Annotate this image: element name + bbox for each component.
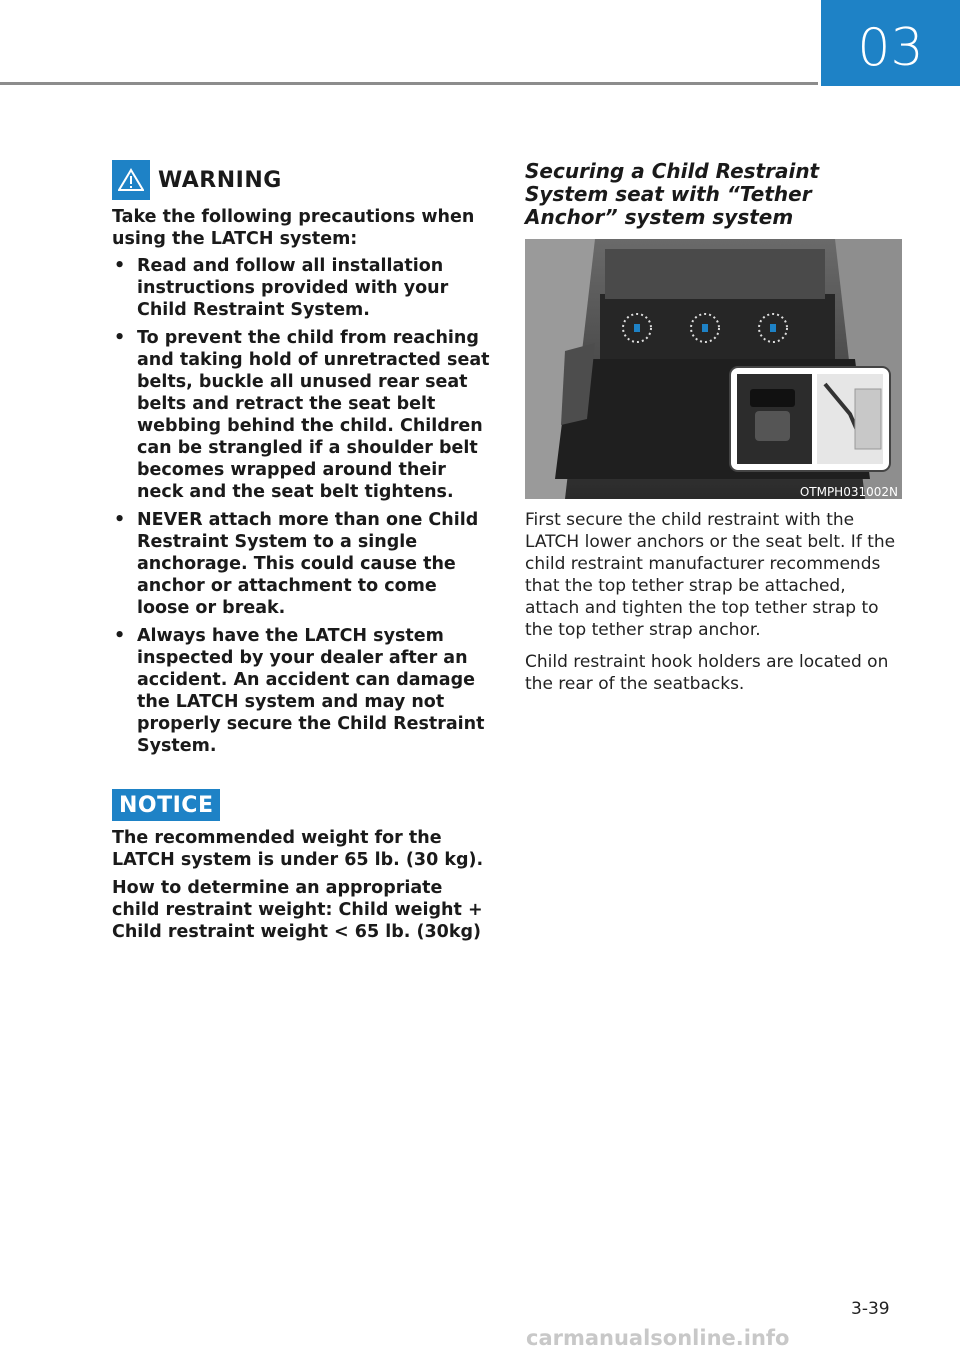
cargo-area-illustration: [525, 239, 902, 499]
warning-item: • Always have the LATCH system inspected by your dealer after an accident. An accident can damage the LATCH system and may not properly secure the Child Restraint System.: [112, 625, 490, 757]
chapter-tab: 03: [821, 0, 960, 86]
right-column: [525, 160, 902, 695]
warning-item: • NEVER attach more than one Child Restraint System to a single anchorage. This could cause the anchor or attachment to come loose or break.: [112, 509, 490, 619]
warning-item: • Read and follow all installation instructions provided with your Child Restraint System.: [112, 255, 490, 321]
page-number: 3-39: [851, 1299, 890, 1319]
body-paragraph-2: Child restraint hook holders are located on the rear of the seatbacks.: [525, 652, 889, 694]
warning-list: [112, 255, 490, 757]
watermark: carmanualsonline.info: [526, 1326, 790, 1350]
section-title: Securing a Child Restraint System seat with “Tether Anchor” system system: [525, 159, 820, 229]
figure-caption: OTMPH031002N: [799, 485, 898, 499]
warning-title: WARNING: [158, 167, 282, 193]
warning-intro: Take the following precautions when using the LATCH system:: [112, 207, 475, 249]
warning-item: • To prevent the child from reaching and taking hold of unretracted seat belts, buckle all unused rear seat belts and retract the seat belt webbing behind the child. Children can be strangled if a shoulder belt becomes wrapped around their neck and the seat belt tightens.: [112, 327, 490, 503]
body-paragraph-1: First secure the child restraint with the LATCH lower anchors or the seat belt. If the child restraint manufacturer recommends that the top tether strap be attached, attach and tighten the top tether strap to the top tether strap anchor.: [525, 510, 896, 640]
notice-label: NOTICE: [112, 789, 220, 821]
cargo-area-figure: [525, 239, 902, 499]
notice-paragraph-1: The recommended weight for the LATCH system is under 65 lb. (30 kg).: [112, 828, 484, 870]
left-column: [112, 160, 490, 949]
notice-paragraph-2: How to determine an appropriate child restraint weight: Child weight + Child restraint weight < 65 lb. (30kg): [112, 878, 483, 942]
warning-triangle-icon: [112, 160, 150, 200]
header-rule: [0, 82, 818, 85]
warning-header: [112, 160, 490, 200]
